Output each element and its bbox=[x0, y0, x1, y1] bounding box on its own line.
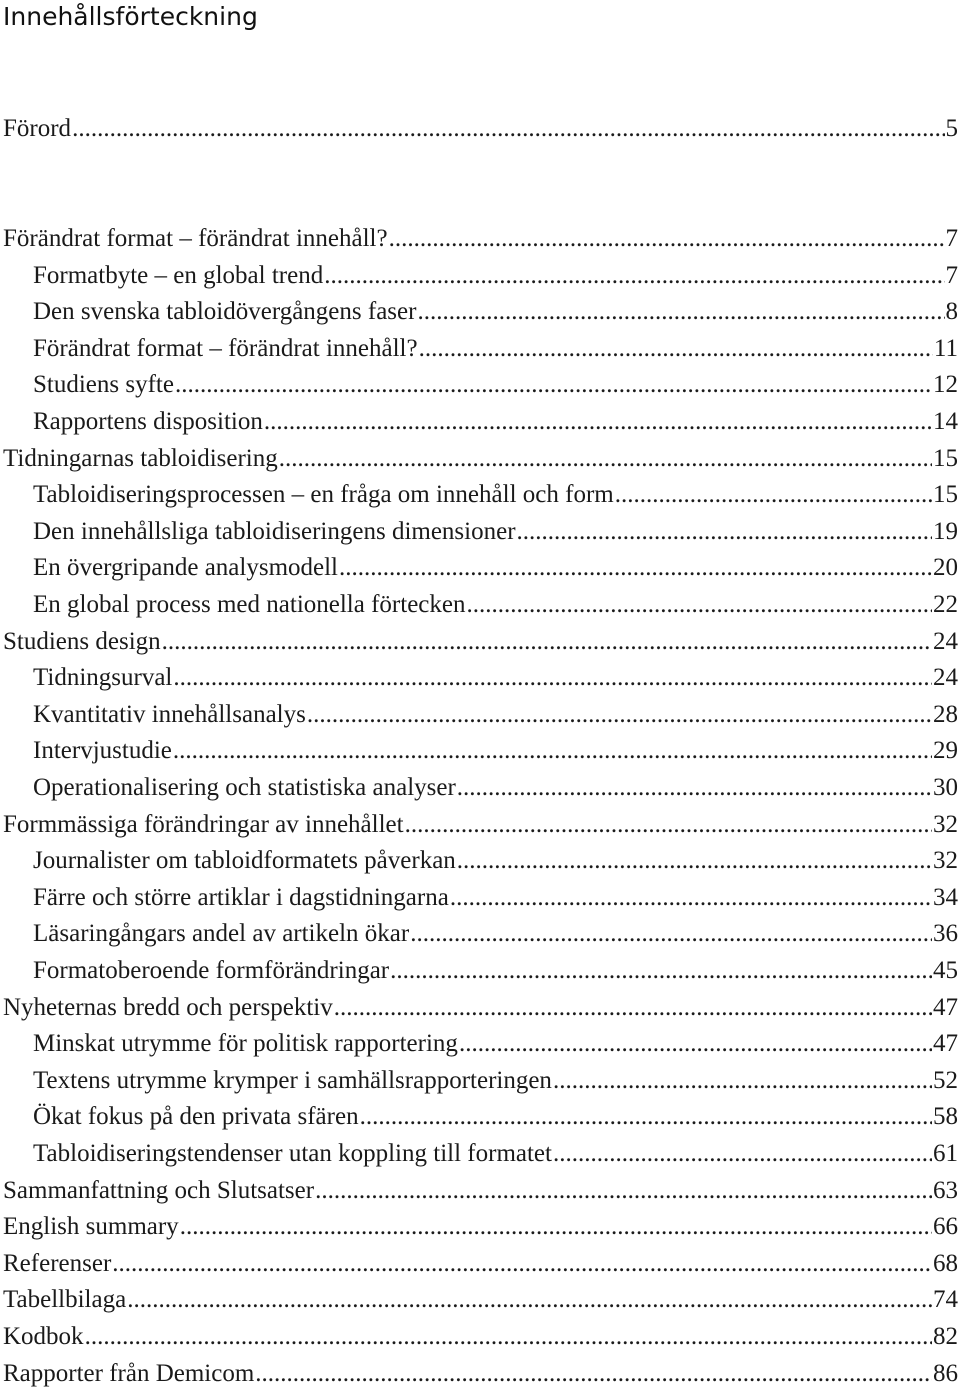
toc-dot-leader bbox=[339, 551, 932, 585]
toc-entry[interactable] bbox=[33, 844, 958, 878]
toc-entry-page-number: 15 bbox=[933, 444, 958, 472]
toc-entry-label: Tidningarnas tabloidisering bbox=[3, 444, 278, 472]
toc-entry[interactable] bbox=[3, 1174, 958, 1208]
toc-dot-leader bbox=[175, 368, 932, 402]
toc-entry-label: Sammanfattning och Slutsatser bbox=[3, 1176, 315, 1204]
toc-entry-label: Ökat fokus på den privata sfären bbox=[33, 1103, 359, 1131]
toc-entry-page-number: 32 bbox=[933, 810, 958, 838]
toc-dot-leader bbox=[457, 771, 932, 805]
toc-entry-label: Formmässiga förändringar av innehållet bbox=[3, 810, 404, 838]
toc-entry-label: Kvantitativ innehållsanalys bbox=[33, 700, 306, 728]
toc-entry-page-number: 15 bbox=[933, 481, 958, 509]
toc-entry-label: Textens utrymme krymper i samhällsrapporteringen bbox=[33, 1066, 552, 1094]
toc-entry[interactable] bbox=[33, 332, 958, 366]
toc-dot-leader bbox=[279, 442, 932, 476]
toc-entry-label: Nyheternas bredd och perspektiv bbox=[3, 993, 333, 1021]
toc-entry-label: Journalister om tabloidformatets påverkan bbox=[33, 847, 456, 875]
toc-entry[interactable] bbox=[33, 515, 958, 549]
toc-entry[interactable] bbox=[3, 222, 958, 256]
toc-entry-page-number: 8 bbox=[945, 298, 958, 326]
toc-entry-page-number: 7 bbox=[945, 261, 958, 289]
toc-entry-page-number: 47 bbox=[933, 993, 958, 1021]
toc-entry[interactable] bbox=[3, 1283, 958, 1317]
toc-dot-leader bbox=[459, 1027, 932, 1061]
toc-dot-leader bbox=[450, 881, 932, 915]
toc-entry-label: En övergripande analysmodell bbox=[33, 554, 339, 582]
toc-entry-page-number: 32 bbox=[933, 847, 958, 875]
toc-entry[interactable] bbox=[33, 917, 958, 951]
toc-entry-page-number: 30 bbox=[933, 774, 958, 801]
toc-dot-leader bbox=[410, 917, 932, 951]
toc-entry-label: Operationalisering och statistiska analyser bbox=[33, 774, 456, 801]
toc-entry-label: Intervjustudie bbox=[33, 737, 172, 765]
toc-entry-label: Formatoberoende formförändringar bbox=[33, 957, 390, 984]
toc-entry-page-number: 66 bbox=[933, 1213, 958, 1241]
toc-entry-page-number: 12 bbox=[933, 371, 958, 399]
toc-entry-label: Kodbok bbox=[3, 1323, 84, 1350]
toc-dot-leader bbox=[466, 588, 932, 622]
toc-entry-page-number: 5 bbox=[945, 115, 958, 142]
toc-entry-page-number: 47 bbox=[933, 1030, 958, 1058]
toc-entry-label: Tidningsurval bbox=[33, 664, 173, 692]
toc-dot-leader bbox=[173, 734, 932, 768]
toc-entry-label: Tabloidiseringstendenser utan koppling till formatet bbox=[33, 1140, 552, 1167]
toc-entry-page-number: 86 bbox=[933, 1359, 958, 1387]
toc-entry[interactable] bbox=[33, 551, 958, 585]
toc-entry-page-number: 68 bbox=[933, 1249, 958, 1277]
toc-entry-page-number: 29 bbox=[933, 737, 958, 765]
toc-entry[interactable] bbox=[3, 1357, 958, 1391]
toc-dot-leader bbox=[255, 1357, 932, 1391]
toc-dot-leader bbox=[307, 698, 932, 732]
toc-dot-leader bbox=[85, 1320, 932, 1354]
toc-dot-leader bbox=[517, 515, 932, 549]
toc-entry-page-number: 24 bbox=[933, 664, 958, 692]
toc-dot-leader bbox=[180, 1210, 932, 1244]
toc-entry-label: Minskat utrymme för politisk rapportering bbox=[33, 1030, 458, 1058]
toc-entry-page-number: 52 bbox=[933, 1066, 958, 1094]
toc-entry-label: Studiens syfte bbox=[33, 371, 174, 399]
toc-entry-label: Studiens design bbox=[3, 627, 161, 655]
toc-dot-leader bbox=[264, 405, 932, 439]
toc-entry[interactable] bbox=[33, 1137, 958, 1171]
toc-entry-label: Läsaringångars andel av artikeln ökar bbox=[33, 920, 410, 948]
toc-dot-leader bbox=[417, 295, 944, 329]
toc-entry[interactable] bbox=[33, 698, 958, 732]
toc-entry[interactable] bbox=[33, 734, 958, 768]
toc-dot-leader bbox=[553, 1064, 932, 1098]
toc-entry-page-number: 58 bbox=[933, 1103, 958, 1131]
toc-entry-page-number: 61 bbox=[933, 1140, 958, 1167]
toc-entry[interactable] bbox=[3, 1247, 958, 1281]
toc-entry-page-number: 74 bbox=[933, 1286, 958, 1314]
toc-entry-label: Förändrat format – förändrat innehåll? bbox=[3, 225, 388, 252]
toc-entry-label: Rapporter från Demicom bbox=[3, 1359, 255, 1387]
toc-dot-leader bbox=[390, 954, 932, 988]
toc-dot-leader bbox=[419, 332, 933, 366]
toc-entry[interactable] bbox=[33, 661, 958, 695]
toc-entry[interactable] bbox=[3, 625, 958, 659]
toc-entry-label: Rapportens disposition bbox=[33, 408, 263, 435]
toc-entry-page-number: 7 bbox=[945, 225, 958, 252]
toc-dot-leader bbox=[127, 1283, 932, 1317]
toc-entry[interactable] bbox=[3, 1320, 958, 1354]
toc-entry[interactable] bbox=[33, 771, 958, 805]
toc-dot-leader bbox=[173, 661, 932, 695]
toc-dot-leader bbox=[324, 259, 944, 293]
toc-dot-leader bbox=[615, 478, 932, 512]
toc-entry-label: En global process med nationella förtecken bbox=[33, 591, 466, 618]
toc-entry-page-number: 45 bbox=[933, 957, 958, 984]
toc-entry-page-number: 34 bbox=[933, 883, 958, 911]
toc-dot-leader bbox=[553, 1137, 932, 1171]
toc-dot-leader bbox=[405, 808, 932, 842]
toc-entry-label: Färre och större artiklar i dagstidningarna bbox=[33, 883, 449, 911]
toc-entry-label: Den innehållsliga tabloidiseringens dimensioner bbox=[33, 517, 516, 545]
toc-entry[interactable] bbox=[33, 405, 958, 439]
toc-dot-leader bbox=[162, 625, 932, 659]
toc-dot-leader bbox=[360, 1100, 932, 1134]
toc-entry-label: English summary bbox=[3, 1213, 179, 1241]
toc-entry[interactable] bbox=[33, 954, 958, 988]
toc-entry-label: Förord bbox=[3, 115, 72, 142]
toc-entry-label: Referenser bbox=[3, 1249, 112, 1277]
toc-entry-page-number: 36 bbox=[933, 920, 958, 948]
toc-entry[interactable] bbox=[33, 1064, 958, 1098]
toc-entry[interactable] bbox=[33, 588, 958, 622]
toc-dot-leader bbox=[112, 1247, 932, 1281]
toc-entry[interactable] bbox=[33, 295, 958, 329]
toc-dot-leader bbox=[334, 991, 932, 1025]
toc-entry[interactable] bbox=[33, 881, 958, 915]
toc-entry[interactable] bbox=[33, 1027, 958, 1061]
toc-dot-leader bbox=[457, 844, 932, 878]
toc-entry[interactable] bbox=[33, 368, 958, 402]
toc-entry-page-number: 63 bbox=[933, 1176, 958, 1204]
toc-entry-page-number: 28 bbox=[933, 700, 958, 728]
toc-entry[interactable] bbox=[33, 478, 958, 512]
toc-entry-page-number: 22 bbox=[933, 591, 958, 618]
toc-entry-label: Tabellbilaga bbox=[3, 1286, 127, 1314]
toc-dot-leader bbox=[72, 112, 944, 146]
toc-entry[interactable] bbox=[3, 112, 958, 146]
toc-entry-label: Förändrat format – förändrat innehåll? bbox=[33, 334, 418, 362]
toc-entry-page-number: 24 bbox=[933, 627, 958, 655]
toc-entry-page-number: 14 bbox=[933, 408, 958, 435]
toc-entry-page-number: 20 bbox=[933, 554, 958, 582]
toc-entry[interactable] bbox=[3, 991, 958, 1025]
toc-entry[interactable] bbox=[33, 1100, 958, 1134]
toc-dot-leader bbox=[315, 1174, 932, 1208]
toc-entry[interactable] bbox=[3, 1210, 958, 1244]
toc-entry-page-number: 11 bbox=[933, 334, 958, 362]
toc-entry-label: Den svenska tabloidövergångens faser bbox=[33, 298, 417, 326]
toc-entry[interactable] bbox=[33, 259, 958, 293]
toc-entry-label: Formatbyte – en global trend bbox=[33, 261, 324, 289]
toc-dot-leader bbox=[389, 222, 945, 256]
toc-entry-page-number: 19 bbox=[933, 517, 958, 545]
toc-entry[interactable] bbox=[3, 442, 958, 476]
toc-entry-page-number: 82 bbox=[933, 1323, 958, 1350]
toc-entry-label: Tabloidiseringsprocessen – en fråga om innehåll och form bbox=[33, 481, 614, 509]
toc-entry[interactable] bbox=[3, 808, 958, 842]
page-title: Innehållsförteckning bbox=[3, 2, 258, 31]
